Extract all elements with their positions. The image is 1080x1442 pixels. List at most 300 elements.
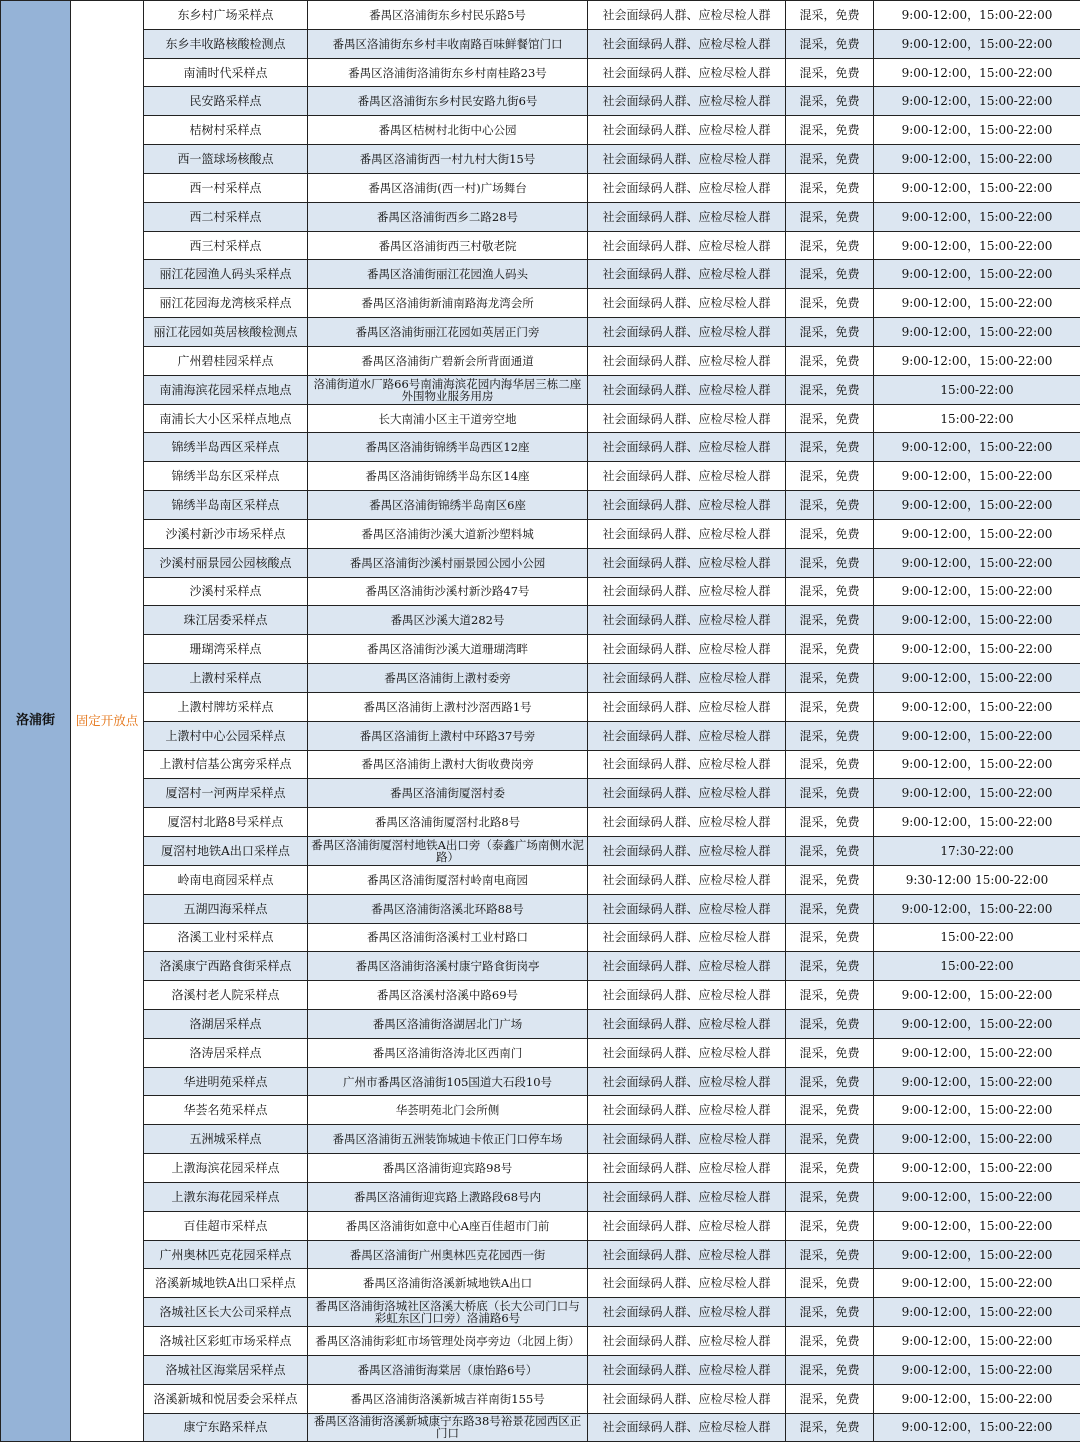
site-name-cell: 洛涛居采样点 — [144, 1038, 308, 1067]
sampling-method-cell: 混采，免费 — [786, 1009, 874, 1038]
site-address-cell: 番禺区洛溪村洛溪中路69号 — [308, 981, 588, 1010]
sampling-method-cell: 混采，免费 — [786, 491, 874, 520]
table-row — [1, 462, 1080, 491]
target-group-cell: 社会面绿码人群、应检尽检人群 — [588, 1154, 786, 1183]
table-row — [1, 606, 1080, 635]
table-row — [1, 1327, 1080, 1356]
table-row — [1, 145, 1080, 174]
sampling-method-cell: 混采，免费 — [786, 202, 874, 231]
target-group-cell: 社会面绿码人群、应检尽检人群 — [588, 318, 786, 347]
target-group-cell: 社会面绿码人群、应检尽检人群 — [588, 1240, 786, 1269]
site-address-cell: 番禺区洛浦街丽江花园如英居正门旁 — [308, 318, 588, 347]
sampling-method-cell: 混采，免费 — [786, 404, 874, 433]
table-row — [1, 1355, 1080, 1384]
opening-hours-cell: 9:00-12:00，15:00-22:00 — [874, 779, 1080, 808]
site-address-cell: 番禺区洛浦街东乡村丰收南路百味鲜餐馆门口 — [308, 29, 588, 58]
site-name-cell: 康宁东路采样点 — [144, 1413, 308, 1442]
target-group-cell: 社会面绿码人群、应检尽检人群 — [588, 606, 786, 635]
site-name-cell: 珠江居委采样点 — [144, 606, 308, 635]
site-name-cell: 沙溪村新沙市场采样点 — [144, 519, 308, 548]
opening-hours-cell: 9:00-12:00，15:00-22:00 — [874, 58, 1080, 87]
sampling-method-cell: 混采，免费 — [786, 1298, 874, 1327]
table-row — [1, 202, 1080, 231]
site-address-cell: 番禺区洛浦街(西一村)广场舞台 — [308, 173, 588, 202]
site-address-cell: 长大南浦小区主干道旁空地 — [308, 404, 588, 433]
table-row — [1, 1269, 1080, 1298]
site-address-cell: 番禺区洛浦街洛溪新城地铁A出口 — [308, 1269, 588, 1298]
site-name-cell: 洛湖居采样点 — [144, 1009, 308, 1038]
site-name-cell: 厦滘村一河两岸采样点 — [144, 779, 308, 808]
target-group-cell: 社会面绿码人群、应检尽检人群 — [588, 145, 786, 174]
site-address-cell: 番禺区洛浦街洛湖居北门广场 — [308, 1009, 588, 1038]
sampling-method-cell: 混采，免费 — [786, 577, 874, 606]
sampling-method-cell: 混采，免费 — [786, 808, 874, 837]
site-address-cell: 番禺区洛浦街海棠居（康怡路6号） — [308, 1355, 588, 1384]
opening-hours-cell: 9:00-12:00，15:00-22:00 — [874, 1240, 1080, 1269]
site-name-cell: 丽江花园渔人码头采样点 — [144, 260, 308, 289]
opening-hours-cell: 9:00-12:00，15:00-22:00 — [874, 1327, 1080, 1356]
sampling-method-cell: 混采，免费 — [786, 606, 874, 635]
site-address-cell: 番禺区洛浦街如意中心A座百佳超市门前 — [308, 1211, 588, 1240]
table-row — [1, 1182, 1080, 1211]
sampling-method-cell: 混采，免费 — [786, 692, 874, 721]
target-group-cell: 社会面绿码人群、应检尽检人群 — [588, 1298, 786, 1327]
sampling-method-cell: 混采，免费 — [786, 664, 874, 693]
target-group-cell: 社会面绿码人群、应检尽检人群 — [588, 1009, 786, 1038]
site-address-cell: 番禺区洛浦街洛涛北区西南门 — [308, 1038, 588, 1067]
sampling-method-cell: 混采，免费 — [786, 750, 874, 779]
site-address-cell: 广州市番禺区洛浦街105国道大石段10号 — [308, 1067, 588, 1096]
table-row — [1, 1038, 1080, 1067]
target-group-cell: 社会面绿码人群、应检尽检人群 — [588, 260, 786, 289]
sampling-method-cell: 混采，免费 — [786, 260, 874, 289]
target-group-cell: 社会面绿码人群、应检尽检人群 — [588, 1211, 786, 1240]
table-row — [1, 1, 1080, 30]
sampling-method-cell: 混采，免费 — [786, 1154, 874, 1183]
site-address-cell: 番禺区洛浦街沙溪村丽景园公园小公园 — [308, 548, 588, 577]
table-row — [1, 981, 1080, 1010]
site-name-cell: 丽江花园如英居核酸检测点 — [144, 318, 308, 347]
table-row — [1, 1413, 1080, 1442]
site-address-cell: 番禺区洛浦街洛溪村工业村路口 — [308, 923, 588, 952]
site-address-cell: 番禺区洛浦街广碧新会所背面通道 — [308, 346, 588, 375]
target-group-cell: 社会面绿码人群、应检尽检人群 — [588, 1038, 786, 1067]
opening-hours-cell: 9:00-12:00，15:00-22:00 — [874, 664, 1080, 693]
sampling-method-cell: 混采，免费 — [786, 433, 874, 462]
opening-hours-cell: 9:00-12:00，15:00-22:00 — [874, 260, 1080, 289]
table-row — [1, 173, 1080, 202]
target-group-cell: 社会面绿码人群、应检尽检人群 — [588, 29, 786, 58]
sampling-method-cell: 混采，免费 — [786, 894, 874, 923]
site-address-cell: 番禺区洛浦街西三村敬老院 — [308, 231, 588, 260]
site-name-cell: 广州碧桂园采样点 — [144, 346, 308, 375]
site-address-cell: 番禺区洛浦街上漖村中环路37号旁 — [308, 721, 588, 750]
opening-hours-cell: 9:00-12:00，15:00-22:00 — [874, 1211, 1080, 1240]
table-row — [1, 519, 1080, 548]
site-address-cell: 番禺区洛浦街洛浦街东乡村南桂路23号 — [308, 58, 588, 87]
opening-hours-cell: 9:00-12:00，15:00-22:00 — [874, 1038, 1080, 1067]
target-group-cell: 社会面绿码人群、应检尽检人群 — [588, 231, 786, 260]
opening-hours-cell: 9:30-12:00 15:00-22:00 — [874, 865, 1080, 894]
target-group-cell: 社会面绿码人群、应检尽检人群 — [588, 202, 786, 231]
target-group-cell: 社会面绿码人群、应检尽检人群 — [588, 1125, 786, 1154]
opening-hours-cell: 9:00-12:00，15:00-22:00 — [874, 1413, 1080, 1442]
site-name-cell: 百佳超市采样点 — [144, 1211, 308, 1240]
site-name-cell: 上漖村中心公园采样点 — [144, 721, 308, 750]
sampling-method-cell: 混采，免费 — [786, 1182, 874, 1211]
site-name-cell: 南浦海滨花园采样点地点 — [144, 375, 308, 404]
target-group-cell: 社会面绿码人群、应检尽检人群 — [588, 346, 786, 375]
site-name-cell: 上漖村牌坊采样点 — [144, 692, 308, 721]
opening-hours-cell: 9:00-12:00，15:00-22:00 — [874, 289, 1080, 318]
site-address-cell: 番禺区洛浦街东乡村民安路九街6号 — [308, 87, 588, 116]
site-address-cell: 番禺区洛浦街锦绣半岛东区14座 — [308, 462, 588, 491]
opening-hours-cell: 9:00-12:00，15:00-22:00 — [874, 635, 1080, 664]
table-row — [1, 952, 1080, 981]
target-group-cell: 社会面绿码人群、应检尽检人群 — [588, 1269, 786, 1298]
site-name-cell: 洛城社区海棠居采样点 — [144, 1355, 308, 1384]
site-address-cell: 番禺区洛浦街广州奥林匹克花园西一街 — [308, 1240, 588, 1269]
site-address-cell: 番禺区洛浦街迎宾路上漖路段68号内 — [308, 1182, 588, 1211]
table-row — [1, 346, 1080, 375]
target-group-cell: 社会面绿码人群、应检尽检人群 — [588, 1067, 786, 1096]
target-group-cell: 社会面绿码人群、应检尽检人群 — [588, 664, 786, 693]
site-name-cell: 锦绣半岛西区采样点 — [144, 433, 308, 462]
site-address-cell: 番禺区洛浦街西乡二路28号 — [308, 202, 588, 231]
table-row — [1, 865, 1080, 894]
site-name-cell: 广州奥林匹克花园采样点 — [144, 1240, 308, 1269]
table-row — [1, 116, 1080, 145]
site-address-cell: 番禺区洛浦街洛溪村康宁路食街岗亭 — [308, 952, 588, 981]
sampling-method-cell: 混采，免费 — [786, 346, 874, 375]
site-address-cell: 番禺区洛浦街洛城社区洛溪大桥底（长大公司门口与彩虹东区门口旁）洛浦路6号 — [308, 1298, 588, 1327]
table-row — [1, 1009, 1080, 1038]
site-address-cell: 番禺区洛浦街锦绣半岛西区12座 — [308, 433, 588, 462]
table-row — [1, 1240, 1080, 1269]
target-group-cell: 社会面绿码人群、应检尽检人群 — [588, 404, 786, 433]
table-body — [1, 1, 1080, 1442]
site-name-cell: 厦滘村北路8号采样点 — [144, 808, 308, 837]
site-address-cell: 番禺区桔树村北街中心公园 — [308, 116, 588, 145]
target-group-cell: 社会面绿码人群、应检尽检人群 — [588, 750, 786, 779]
site-name-cell: 锦绣半岛东区采样点 — [144, 462, 308, 491]
site-name-cell: 西一篮球场核酸点 — [144, 145, 308, 174]
opening-hours-cell: 9:00-12:00，15:00-22:00 — [874, 346, 1080, 375]
site-name-cell: 东乡村广场采样点 — [144, 1, 308, 30]
table-row — [1, 837, 1080, 866]
site-name-cell: 桔树村采样点 — [144, 116, 308, 145]
table-row — [1, 548, 1080, 577]
sampling-method-cell: 混采，免费 — [786, 318, 874, 347]
opening-hours-cell: 9:00-12:00，15:00-22:00 — [874, 29, 1080, 58]
opening-hours-cell: 9:00-12:00，15:00-22:00 — [874, 519, 1080, 548]
table-row — [1, 375, 1080, 404]
sampling-method-cell: 混采，免费 — [786, 289, 874, 318]
opening-hours-cell: 15:00-22:00 — [874, 923, 1080, 952]
sampling-method-cell: 混采，免费 — [786, 116, 874, 145]
table-row — [1, 404, 1080, 433]
sampling-method-cell: 混采，免费 — [786, 548, 874, 577]
sampling-method-cell: 混采，免费 — [786, 635, 874, 664]
site-address-cell: 番禺区洛浦街洛溪新城吉祥南街155号 — [308, 1384, 588, 1413]
opening-hours-cell: 9:00-12:00，15:00-22:00 — [874, 318, 1080, 347]
site-name-cell: 厦滘村地铁A出口采样点 — [144, 837, 308, 866]
sampling-method-cell: 混采，免费 — [786, 462, 874, 491]
site-name-cell: 华荟名苑采样点 — [144, 1096, 308, 1125]
target-group-cell: 社会面绿码人群、应检尽检人群 — [588, 577, 786, 606]
sampling-method-cell: 混采，免费 — [786, 145, 874, 174]
table-row — [1, 894, 1080, 923]
sampling-method-cell: 混采，免费 — [786, 1, 874, 30]
target-group-cell: 社会面绿码人群、应检尽检人群 — [588, 779, 786, 808]
site-name-cell: 西二村采样点 — [144, 202, 308, 231]
opening-hours-cell: 9:00-12:00，15:00-22:00 — [874, 1, 1080, 30]
sampling-method-cell: 混采，免费 — [786, 173, 874, 202]
sampling-method-cell: 混采，免费 — [786, 1125, 874, 1154]
target-group-cell: 社会面绿码人群、应检尽检人群 — [588, 837, 786, 866]
sampling-method-cell: 混采，免费 — [786, 952, 874, 981]
site-address-cell: 番禺区洛浦街厦滘村地铁A出口旁（泰鑫广场南侧水泥路） — [308, 837, 588, 866]
opening-hours-cell: 9:00-12:00，15:00-22:00 — [874, 1067, 1080, 1096]
opening-hours-cell: 9:00-12:00，15:00-22:00 — [874, 548, 1080, 577]
target-group-cell: 社会面绿码人群、应检尽检人群 — [588, 894, 786, 923]
opening-hours-cell: 9:00-12:00，15:00-22:00 — [874, 692, 1080, 721]
site-name-cell: 上漖海滨花园采样点 — [144, 1154, 308, 1183]
table-row — [1, 779, 1080, 808]
target-group-cell: 社会面绿码人群、应检尽检人群 — [588, 1355, 786, 1384]
target-group-cell: 社会面绿码人群、应检尽检人群 — [588, 1327, 786, 1356]
target-group-cell: 社会面绿码人群、应检尽检人群 — [588, 1, 786, 30]
opening-hours-cell: 17:30-22:00 — [874, 837, 1080, 866]
opening-hours-cell: 9:00-12:00，15:00-22:00 — [874, 1125, 1080, 1154]
category-cell: 固定开放点 — [71, 1, 144, 1442]
opening-hours-cell: 9:00-12:00，15:00-22:00 — [874, 1298, 1080, 1327]
district-cell: 洛浦街 — [1, 1, 71, 1442]
table-row — [1, 29, 1080, 58]
opening-hours-cell: 9:00-12:00，15:00-22:00 — [874, 462, 1080, 491]
table-row — [1, 1154, 1080, 1183]
site-name-cell: 洛溪新城地铁A出口采样点 — [144, 1269, 308, 1298]
sampling-method-cell: 混采，免费 — [786, 1355, 874, 1384]
site-name-cell: 岭南电商园采样点 — [144, 865, 308, 894]
site-name-cell: 南浦时代采样点 — [144, 58, 308, 87]
site-address-cell: 华荟明苑北门会所侧 — [308, 1096, 588, 1125]
site-address-cell: 番禺区洛浦街新浦南路海龙湾会所 — [308, 289, 588, 318]
site-name-cell: 洛溪康宁西路食街采样点 — [144, 952, 308, 981]
sampling-method-cell: 混采，免费 — [786, 1096, 874, 1125]
opening-hours-cell: 9:00-12:00，15:00-22:00 — [874, 606, 1080, 635]
opening-hours-cell: 9:00-12:00，15:00-22:00 — [874, 1269, 1080, 1298]
table-row — [1, 491, 1080, 520]
table-row — [1, 692, 1080, 721]
target-group-cell: 社会面绿码人群、应检尽检人群 — [588, 952, 786, 981]
site-address-cell: 番禺区洛浦街上漖村委旁 — [308, 664, 588, 693]
site-address-cell: 番禺区洛浦街五洲装饰城迪卡侬正门口停车场 — [308, 1125, 588, 1154]
target-group-cell: 社会面绿码人群、应检尽检人群 — [588, 289, 786, 318]
opening-hours-cell: 9:00-12:00，15:00-22:00 — [874, 231, 1080, 260]
site-address-cell: 番禺区洛浦街迎宾路98号 — [308, 1154, 588, 1183]
site-address-cell: 番禺区洛浦街厦滘村北路8号 — [308, 808, 588, 837]
target-group-cell: 社会面绿码人群、应检尽检人群 — [588, 462, 786, 491]
site-name-cell: 洛溪村老人院采样点 — [144, 981, 308, 1010]
sampling-method-cell: 混采，免费 — [786, 87, 874, 116]
target-group-cell: 社会面绿码人群、应检尽检人群 — [588, 865, 786, 894]
site-address-cell: 番禺区洛浦街厦滘村岭南电商园 — [308, 865, 588, 894]
table-row — [1, 289, 1080, 318]
table-row — [1, 721, 1080, 750]
opening-hours-cell: 15:00-22:00 — [874, 404, 1080, 433]
target-group-cell: 社会面绿码人群、应检尽检人群 — [588, 692, 786, 721]
site-address-cell: 番禺区洛浦街东乡村民乐路5号 — [308, 1, 588, 30]
site-address-cell: 番禺区洛浦街西一村九村大街15号 — [308, 145, 588, 174]
site-name-cell: 锦绣半岛南区采样点 — [144, 491, 308, 520]
table-row — [1, 231, 1080, 260]
opening-hours-cell: 15:00-22:00 — [874, 952, 1080, 981]
opening-hours-cell: 9:00-12:00，15:00-22:00 — [874, 173, 1080, 202]
table-row — [1, 923, 1080, 952]
table-row — [1, 808, 1080, 837]
target-group-cell: 社会面绿码人群、应检尽检人群 — [588, 87, 786, 116]
target-group-cell: 社会面绿码人群、应检尽检人群 — [588, 721, 786, 750]
sampling-method-cell: 混采，免费 — [786, 837, 874, 866]
target-group-cell: 社会面绿码人群、应检尽检人群 — [588, 58, 786, 87]
sampling-method-cell: 混采，免费 — [786, 923, 874, 952]
opening-hours-cell: 9:00-12:00，15:00-22:00 — [874, 577, 1080, 606]
site-name-cell: 洛城社区长大公司采样点 — [144, 1298, 308, 1327]
opening-hours-cell: 9:00-12:00，15:00-22:00 — [874, 1355, 1080, 1384]
table-row — [1, 1125, 1080, 1154]
site-address-cell: 番禺区洛浦街锦绣半岛南区6座 — [308, 491, 588, 520]
sampling-method-cell: 混采，免费 — [786, 1067, 874, 1096]
table-row — [1, 58, 1080, 87]
target-group-cell: 社会面绿码人群、应检尽检人群 — [588, 433, 786, 462]
site-name-cell: 上漖村采样点 — [144, 664, 308, 693]
site-name-cell: 珊瑚湾采样点 — [144, 635, 308, 664]
target-group-cell: 社会面绿码人群、应检尽检人群 — [588, 635, 786, 664]
target-group-cell: 社会面绿码人群、应检尽检人群 — [588, 1096, 786, 1125]
opening-hours-cell: 9:00-12:00，15:00-22:00 — [874, 116, 1080, 145]
sampling-method-cell: 混采，免费 — [786, 779, 874, 808]
site-address-cell: 番禺区洛浦街上漖村沙滘西路1号 — [308, 692, 588, 721]
sampling-method-cell: 混采，免费 — [786, 1211, 874, 1240]
target-group-cell: 社会面绿码人群、应检尽检人群 — [588, 491, 786, 520]
table-row — [1, 1211, 1080, 1240]
opening-hours-cell: 9:00-12:00，15:00-22:00 — [874, 981, 1080, 1010]
opening-hours-cell: 15:00-22:00 — [874, 375, 1080, 404]
site-name-cell: 西三村采样点 — [144, 231, 308, 260]
sampling-method-cell: 混采，免费 — [786, 1384, 874, 1413]
sampling-method-cell: 混采，免费 — [786, 375, 874, 404]
sampling-method-cell: 混采，免费 — [786, 29, 874, 58]
site-address-cell: 番禺区洛浦街洛溪新城康宁东路38号裕景花园西区正门口 — [308, 1413, 588, 1442]
site-name-cell: 西一村采样点 — [144, 173, 308, 202]
target-group-cell: 社会面绿码人群、应检尽检人群 — [588, 116, 786, 145]
site-name-cell: 沙溪村采样点 — [144, 577, 308, 606]
sampling-method-cell: 混采，免费 — [786, 721, 874, 750]
site-name-cell: 丽江花园海龙湾核采样点 — [144, 289, 308, 318]
site-name-cell: 五湖四海采样点 — [144, 894, 308, 923]
opening-hours-cell: 9:00-12:00，15:00-22:00 — [874, 145, 1080, 174]
table-row — [1, 1298, 1080, 1327]
target-group-cell: 社会面绿码人群、应检尽检人群 — [588, 375, 786, 404]
target-group-cell: 社会面绿码人群、应检尽检人群 — [588, 808, 786, 837]
sampling-method-cell: 混采，免费 — [786, 1413, 874, 1442]
target-group-cell: 社会面绿码人群、应检尽检人群 — [588, 548, 786, 577]
opening-hours-cell: 9:00-12:00，15:00-22:00 — [874, 808, 1080, 837]
site-name-cell: 上漖村信基公寓旁采样点 — [144, 750, 308, 779]
opening-hours-cell: 9:00-12:00，15:00-22:00 — [874, 1154, 1080, 1183]
table-row — [1, 1096, 1080, 1125]
table-row — [1, 260, 1080, 289]
table-row — [1, 87, 1080, 116]
table-row — [1, 318, 1080, 347]
site-address-cell: 洛浦街道水厂路66号南浦海滨花园内海华居三栋二座外围物业服务用房 — [308, 375, 588, 404]
sampling-method-cell: 混采，免费 — [786, 1240, 874, 1269]
sampling-method-cell: 混采，免费 — [786, 1269, 874, 1298]
sampling-method-cell: 混采，免费 — [786, 231, 874, 260]
opening-hours-cell: 9:00-12:00，15:00-22:00 — [874, 1182, 1080, 1211]
opening-hours-cell: 9:00-12:00，15:00-22:00 — [874, 433, 1080, 462]
site-name-cell: 东乡丰收路核酸检测点 — [144, 29, 308, 58]
sampling-method-cell: 混采，免费 — [786, 58, 874, 87]
opening-hours-cell: 9:00-12:00，15:00-22:00 — [874, 721, 1080, 750]
opening-hours-cell: 9:00-12:00，15:00-22:00 — [874, 491, 1080, 520]
site-address-cell: 番禺区洛浦街沙溪大道新沙塑料城 — [308, 519, 588, 548]
site-address-cell: 番禺区洛浦街上漖村大街收费岗旁 — [308, 750, 588, 779]
site-address-cell: 番禺区沙溪大道282号 — [308, 606, 588, 635]
site-name-cell: 洛溪新城和悦居委会采样点 — [144, 1384, 308, 1413]
site-address-cell: 番禺区洛浦街沙溪村新沙路47号 — [308, 577, 588, 606]
table-row — [1, 664, 1080, 693]
site-name-cell: 洛城社区彩虹市场采样点 — [144, 1327, 308, 1356]
sampling-method-cell: 混采，免费 — [786, 865, 874, 894]
site-name-cell: 五洲城采样点 — [144, 1125, 308, 1154]
opening-hours-cell: 9:00-12:00，15:00-22:00 — [874, 87, 1080, 116]
site-address-cell: 番禺区洛浦街丽江花园渔人码头 — [308, 260, 588, 289]
target-group-cell: 社会面绿码人群、应检尽检人群 — [588, 981, 786, 1010]
site-name-cell: 上漖东海花园采样点 — [144, 1182, 308, 1211]
sampling-method-cell: 混采，免费 — [786, 519, 874, 548]
sampling-method-cell: 混采，免费 — [786, 1327, 874, 1356]
opening-hours-cell: 9:00-12:00，15:00-22:00 — [874, 750, 1080, 779]
site-address-cell: 番禺区洛浦街彩虹市场管理处岗亭旁边（北园上街） — [308, 1327, 588, 1356]
site-name-cell: 华进明苑采样点 — [144, 1067, 308, 1096]
table-row — [1, 635, 1080, 664]
sampling-method-cell: 混采，免费 — [786, 981, 874, 1010]
site-name-cell: 沙溪村丽景园公园核酸点 — [144, 548, 308, 577]
sampling-method-cell: 混采，免费 — [786, 1038, 874, 1067]
site-name-cell: 南浦长大小区采样点地点 — [144, 404, 308, 433]
site-name-cell: 洛溪工业村采样点 — [144, 923, 308, 952]
target-group-cell: 社会面绿码人群、应检尽检人群 — [588, 1182, 786, 1211]
opening-hours-cell: 9:00-12:00，15:00-22:00 — [874, 894, 1080, 923]
opening-hours-cell: 9:00-12:00，15:00-22:00 — [874, 1096, 1080, 1125]
target-group-cell: 社会面绿码人群、应检尽检人群 — [588, 923, 786, 952]
site-address-cell: 番禺区洛浦街沙溪大道珊瑚湾畔 — [308, 635, 588, 664]
target-group-cell: 社会面绿码人群、应检尽检人群 — [588, 1384, 786, 1413]
site-address-cell: 番禺区洛浦街厦滘村委 — [308, 779, 588, 808]
table-row — [1, 433, 1080, 462]
site-address-cell: 番禺区洛浦街洛溪北环路88号 — [308, 894, 588, 923]
opening-hours-cell: 9:00-12:00，15:00-22:00 — [874, 1384, 1080, 1413]
opening-hours-cell: 9:00-12:00，15:00-22:00 — [874, 202, 1080, 231]
opening-hours-cell: 9:00-12:00，15:00-22:00 — [874, 1009, 1080, 1038]
target-group-cell: 社会面绿码人群、应检尽检人群 — [588, 173, 786, 202]
table-row — [1, 750, 1080, 779]
target-group-cell: 社会面绿码人群、应检尽检人群 — [588, 1413, 786, 1442]
target-group-cell: 社会面绿码人群、应检尽检人群 — [588, 519, 786, 548]
table-row — [1, 577, 1080, 606]
